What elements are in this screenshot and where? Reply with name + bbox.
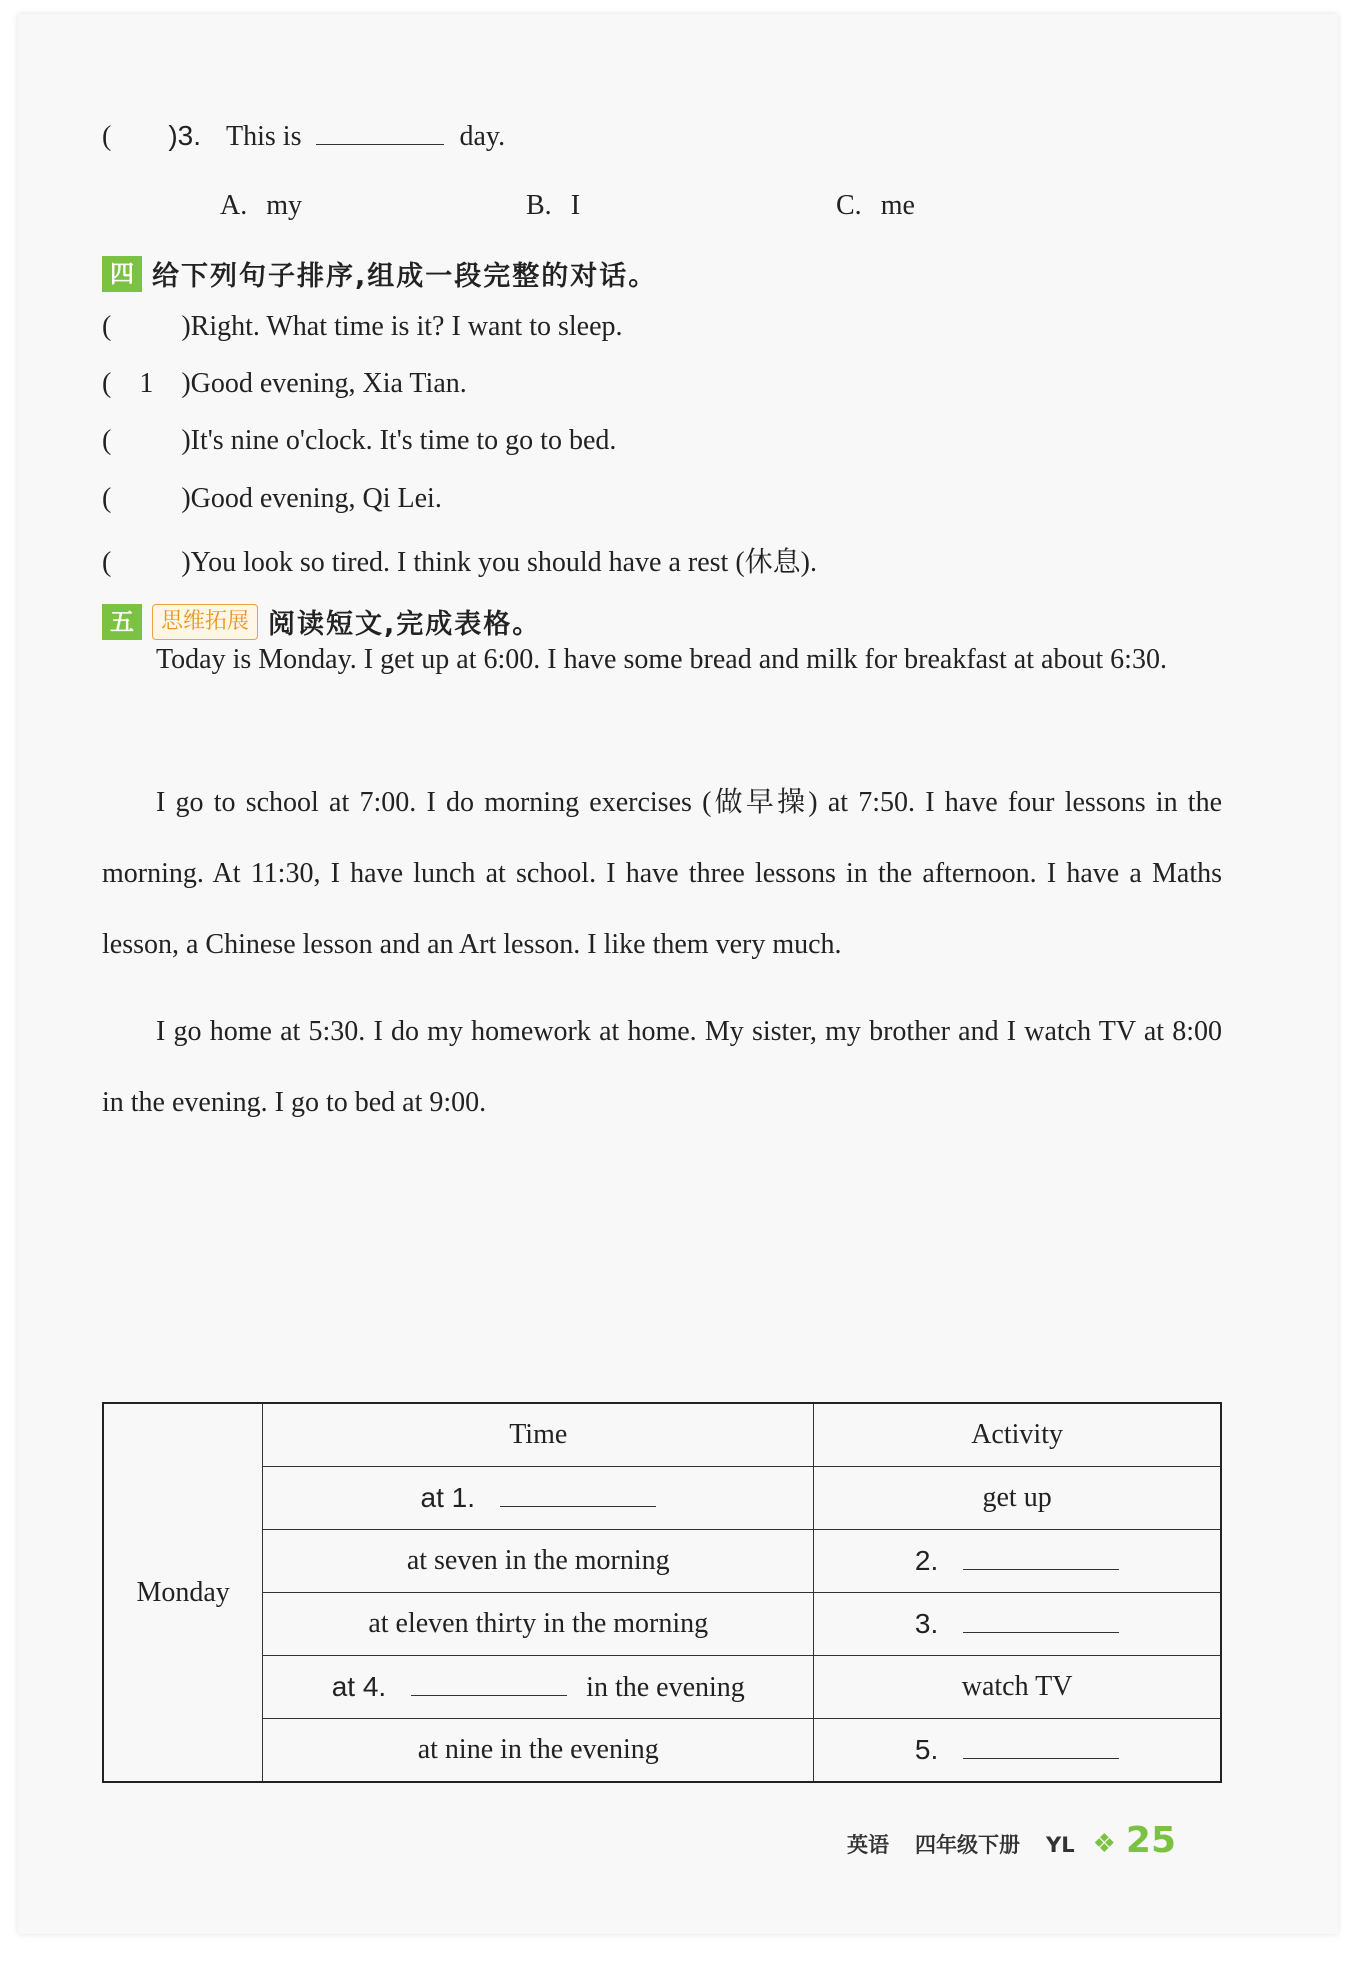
section4-heading (102, 254, 657, 293)
blank-5[interactable] (963, 1736, 1119, 1759)
day-cell: Monday (103, 1403, 263, 1782)
section4-item-5 (102, 540, 817, 580)
section4-item-2 (102, 368, 467, 400)
q3-number: )3. (168, 120, 202, 151)
blank-2[interactable] (963, 1547, 1119, 1570)
footer-grade: 四年级下册 (915, 1833, 1020, 1857)
q3-row (102, 120, 505, 153)
blank-4[interactable] (411, 1673, 567, 1696)
table-row (103, 1719, 1221, 1783)
diamond-icon: ❖ (1092, 1829, 1116, 1858)
option-c-letter: C. (836, 190, 862, 221)
item-text: )Good evening, Xia Tian. (181, 368, 467, 399)
header-time: Time (263, 1403, 814, 1467)
q3-open-paren: ( (102, 121, 112, 152)
row4-time-prefix: at 4. (331, 1670, 387, 1702)
option-c-text: me (880, 190, 915, 221)
passage-paragraph-3: I go home at 5:30. I do my homework at home. My sister, my brother and I watch TV at 8:00 in the evening. I go to bed at 9:00. (102, 1016, 1222, 1118)
row5-activity (814, 1719, 1221, 1783)
q3-option-a[interactable] (220, 190, 302, 222)
blank-5-number: 5. (914, 1733, 939, 1765)
item-open-paren: ( (102, 368, 112, 399)
blank-3[interactable] (963, 1610, 1119, 1633)
row2-time: at seven in the morning (263, 1530, 814, 1593)
q3-blank[interactable] (316, 122, 444, 145)
row1-time-prefix: at 1. (420, 1481, 475, 1513)
passage-paragraph-1: Today is Monday. I get up at 6:00. I have some bread and milk for breakfast at about 6:30. (156, 644, 1167, 675)
q3-stem-after: day. (459, 121, 506, 152)
worksheet-page (18, 14, 1338, 1934)
page-footer (847, 1820, 1176, 1861)
item-text: )Good evening, Qi Lei. (181, 483, 442, 514)
row3-time: at eleven thirty in the morning (263, 1593, 814, 1656)
item-open-paren: ( (102, 483, 112, 514)
item-text: )Right. What time is it? I want to sleep. (181, 311, 623, 342)
row1-time (263, 1467, 814, 1530)
option-a-text: my (266, 190, 303, 221)
table-row (103, 1593, 1221, 1656)
option-a-letter: A. (220, 190, 248, 221)
section4-item-3 (102, 425, 616, 457)
option-b-text: I (570, 190, 581, 221)
header-activity: Activity (814, 1403, 1221, 1467)
row4-activity: watch TV (814, 1656, 1221, 1719)
passage-paragraph-2: I go to school at 7:00. I do morning exercises (做早操) at 7:50. I have four lessons in the morning. At 11:30, I have lunch at school. I have three lessons in the afternoon. I have a Maths lesson, a Chinese lesson and an Art lesson. I like them very much. (102, 787, 1222, 960)
table-row (103, 1530, 1221, 1593)
row1-activity: get up (814, 1467, 1221, 1530)
row4-time (263, 1656, 814, 1719)
row3-activity (814, 1593, 1221, 1656)
footer-edition: YL (1046, 1833, 1075, 1857)
item-open-paren: ( (102, 425, 112, 456)
row4-time-suffix: in the evening (586, 1671, 745, 1703)
item-open-paren: ( (102, 547, 112, 578)
section5-tag: 思维拓展 (152, 604, 258, 640)
section5-badge: 五 (102, 604, 142, 640)
page-number: 25 (1125, 1820, 1177, 1861)
table-header-row (103, 1403, 1221, 1467)
footer-subject: 英语 (847, 1833, 889, 1857)
option-b-letter: B. (526, 190, 552, 221)
section4-title: 给下列句子排序,组成一段完整的对话。 (152, 261, 658, 292)
section4-item-4 (102, 483, 442, 515)
section4-item-1 (102, 311, 623, 343)
blank-1[interactable] (500, 1484, 656, 1507)
row5-time: at nine in the evening (263, 1719, 814, 1783)
item-open-paren: ( (102, 311, 112, 342)
item-text: )It's nine o'clock. It's time to go to bed. (181, 425, 617, 456)
section5-title: 阅读短文,完成表格。 (268, 609, 542, 640)
row2-activity (814, 1530, 1221, 1593)
q3-option-b[interactable] (526, 190, 580, 222)
schedule-table (102, 1402, 1222, 1783)
table-row (103, 1467, 1221, 1530)
blank-2-number: 2. (914, 1544, 939, 1576)
item-text: )You look so tired. I think you should have a rest (休息). (181, 547, 817, 578)
q3-option-c[interactable] (836, 190, 915, 222)
q3-stem-before: This is (226, 121, 302, 152)
section4-badge: 四 (102, 256, 142, 292)
table-row (103, 1656, 1221, 1719)
item-answer[interactable]: 1 (139, 368, 154, 399)
blank-3-number: 3. (914, 1607, 939, 1639)
